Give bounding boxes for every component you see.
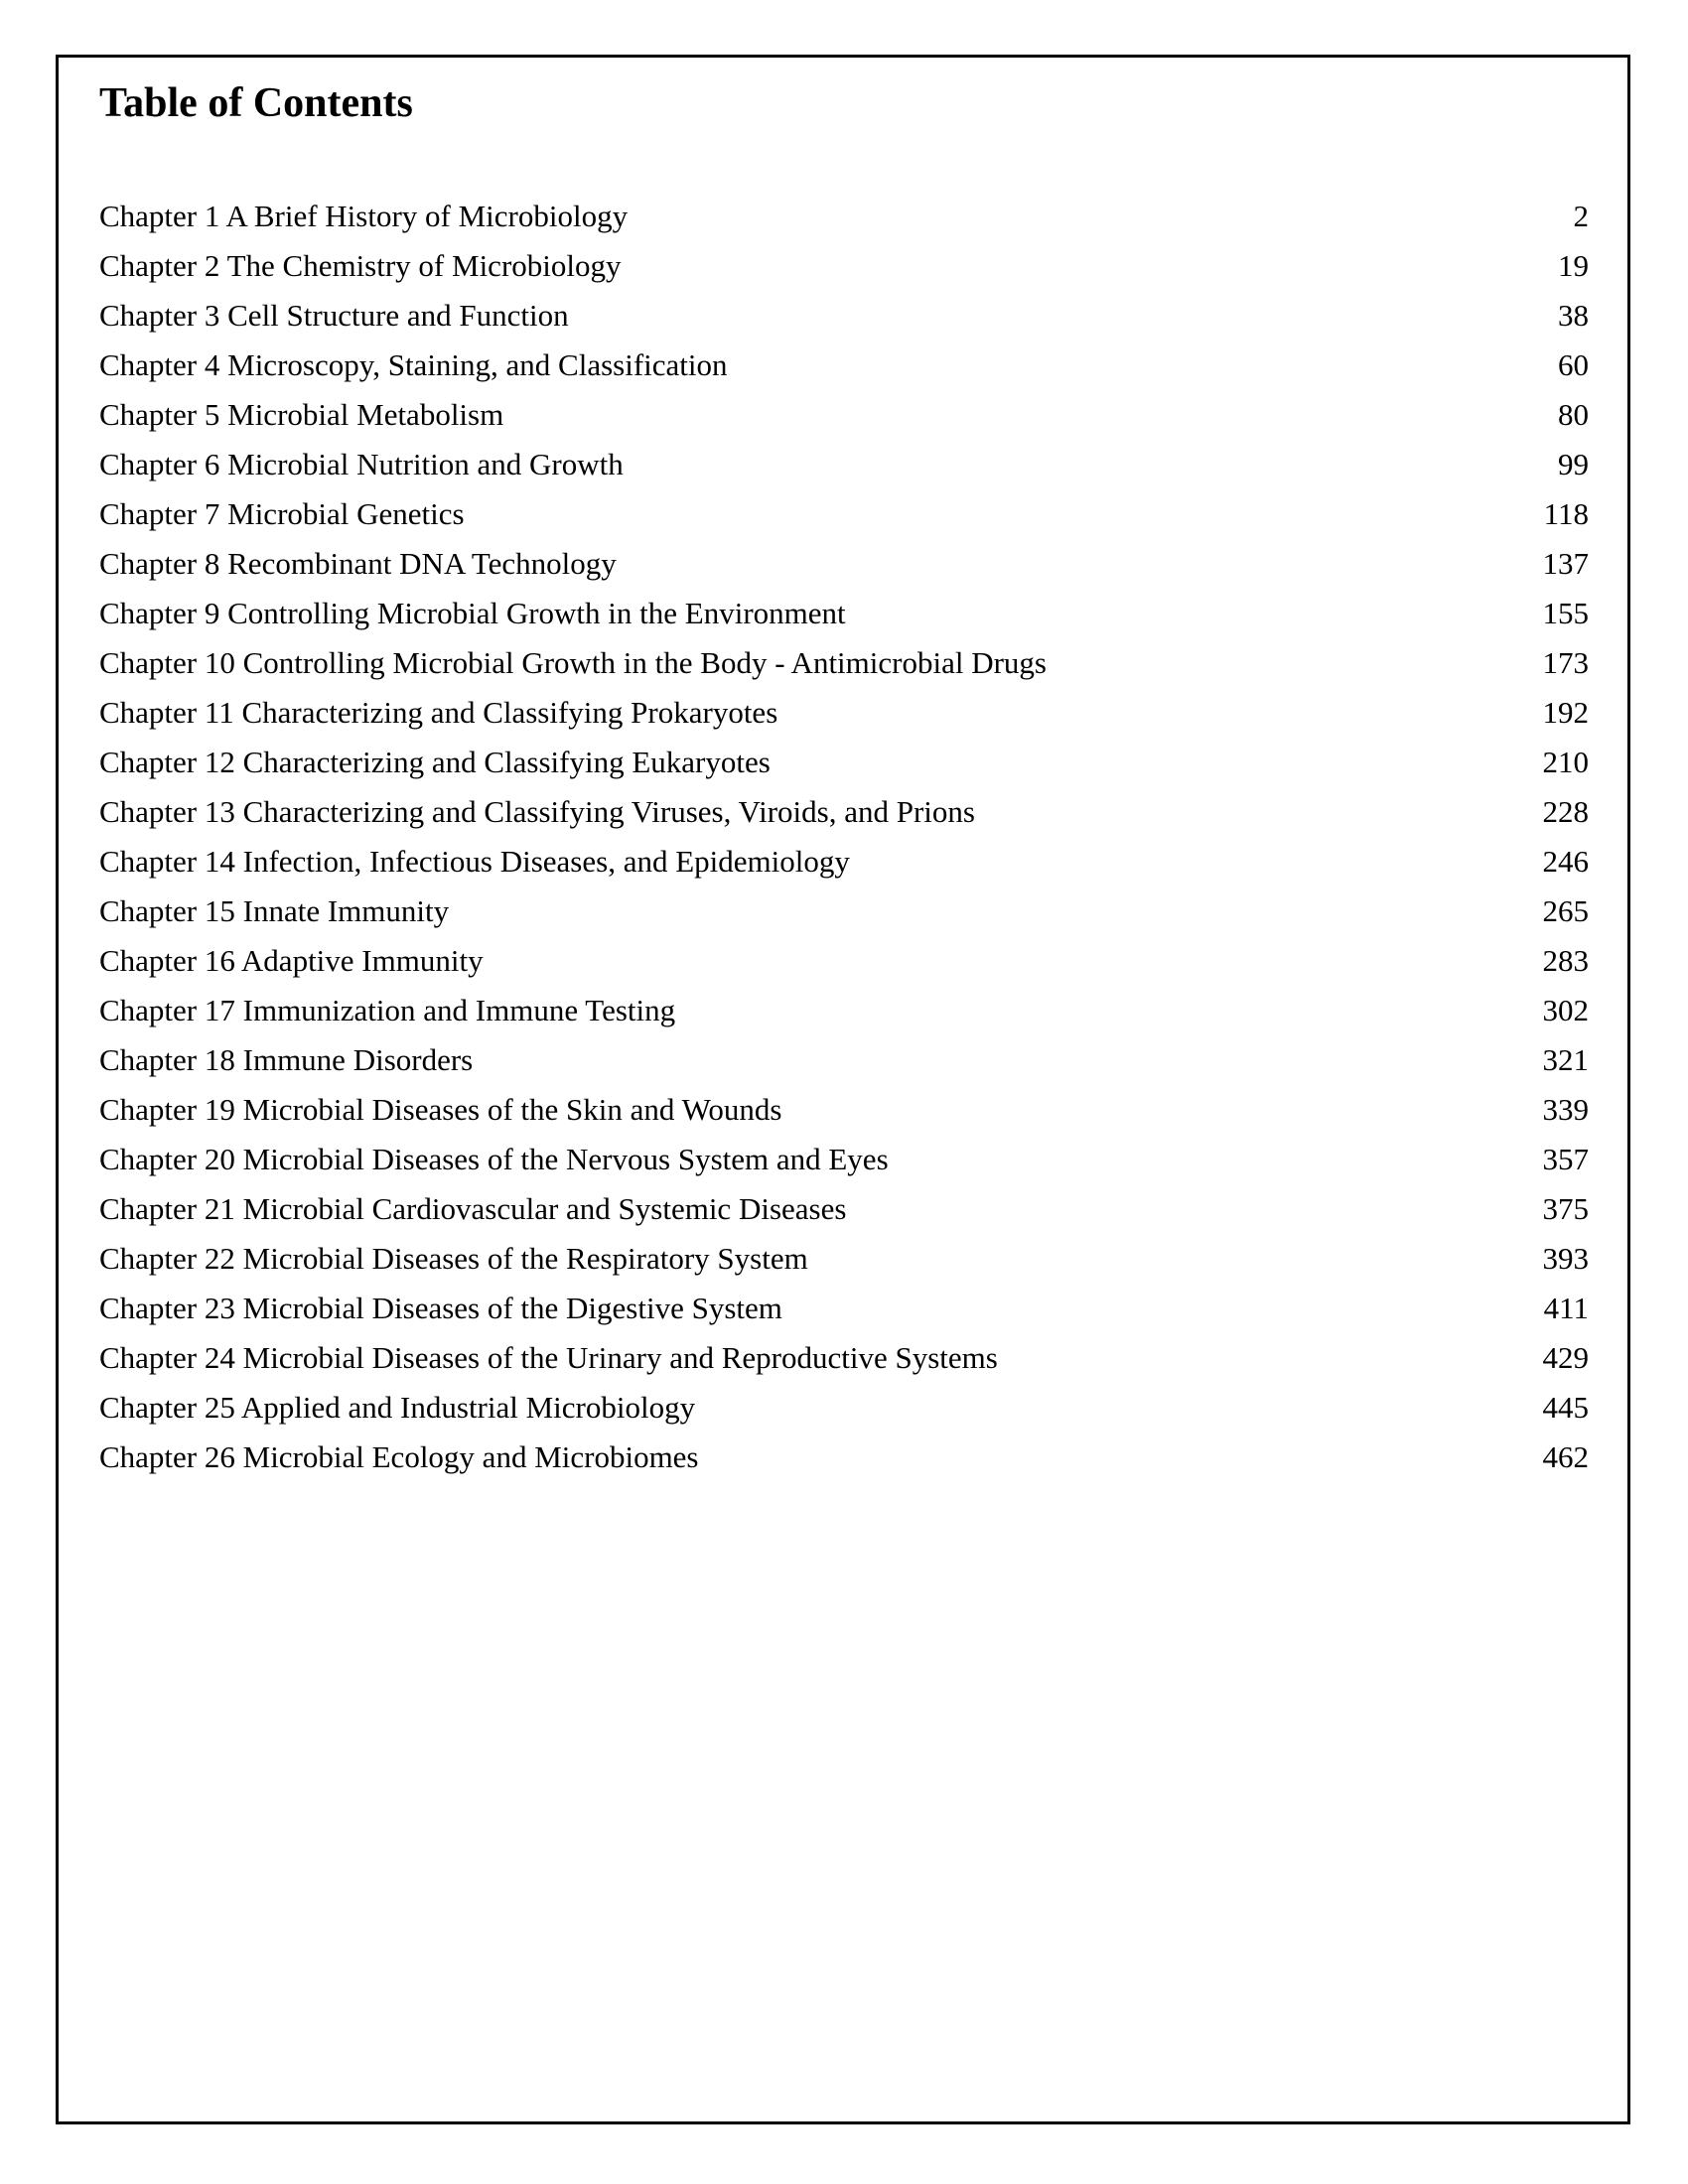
toc-entry[interactable] (99, 539, 1589, 589)
toc-list (99, 192, 1589, 1482)
toc-entry-title: Chapter 14 Infection, Infectious Diseases, and Epidemiology (99, 844, 850, 879)
toc-entry-page-number: 462 (1542, 1439, 1589, 1474)
toc-entry[interactable] (99, 1085, 1589, 1135)
toc-entry[interactable] (99, 291, 1589, 341)
toc-entry[interactable] (99, 638, 1589, 688)
toc-entry-page-number: 393 (1542, 1241, 1589, 1276)
toc-entry-page-number: 99 (1558, 447, 1589, 481)
toc-entry[interactable] (99, 688, 1589, 738)
toc-entry-title: Chapter 15 Innate Immunity (99, 893, 450, 928)
toc-entry[interactable] (99, 1184, 1589, 1234)
toc-entry-title: Chapter 12 Characterizing and Classifying Eukaryotes (99, 745, 771, 779)
toc-entry-page-number: 155 (1542, 596, 1589, 630)
toc-entry-title: Chapter 13 Characterizing and Classifying Viruses, Viroids, and Prions (99, 794, 975, 829)
page-title: Table of Contents (99, 80, 413, 126)
toc-entry-title: Chapter 11 Characterizing and Classifying Prokaryotes (99, 695, 778, 730)
toc-entry[interactable] (99, 1333, 1589, 1383)
toc-entry-title: Chapter 2 The Chemistry of Microbiology (99, 248, 622, 283)
toc-entry[interactable] (99, 1383, 1589, 1433)
toc-entry-page-number: 321 (1542, 1042, 1589, 1077)
toc-entry-title: Chapter 19 Microbial Diseases of the Skin and Wounds (99, 1092, 782, 1127)
toc-entry-page-number: 302 (1542, 993, 1589, 1027)
toc-entry[interactable] (99, 440, 1589, 489)
toc-entry-title: Chapter 22 Microbial Diseases of the Respiratory System (99, 1241, 808, 1276)
toc-entry-page-number: 246 (1542, 844, 1589, 879)
toc-entry-page-number: 2 (1573, 199, 1589, 233)
toc-entry[interactable] (99, 936, 1589, 986)
toc-entry[interactable] (99, 489, 1589, 539)
toc-entry[interactable] (99, 390, 1589, 440)
toc-entry[interactable] (99, 887, 1589, 936)
toc-entry[interactable] (99, 1433, 1589, 1482)
toc-entry[interactable] (99, 341, 1589, 390)
toc-entry[interactable] (99, 837, 1589, 887)
toc-entry-page-number: 375 (1542, 1191, 1589, 1226)
toc-entry[interactable] (99, 1135, 1589, 1184)
toc-entry-title: Chapter 5 Microbial Metabolism (99, 397, 504, 432)
toc-entry-title: Chapter 1 A Brief History of Microbiology (99, 199, 629, 233)
toc-entry-page-number: 445 (1542, 1390, 1589, 1425)
toc-entry-title: Chapter 3 Cell Structure and Function (99, 298, 569, 333)
toc-entry-title: Chapter 17 Immunization and Immune Testing (99, 993, 676, 1027)
toc-entry-title: Chapter 9 Controlling Microbial Growth in the Environment (99, 596, 846, 630)
toc-entry-page-number: 19 (1558, 248, 1589, 283)
toc-entry[interactable] (99, 1284, 1589, 1333)
toc-entry-title: Chapter 24 Microbial Diseases of the Urinary and Reproductive Systems (99, 1340, 998, 1375)
toc-entry-page-number: 118 (1543, 496, 1589, 531)
toc-entry-page-number: 265 (1542, 893, 1589, 928)
toc-entry-page-number: 80 (1558, 397, 1589, 432)
toc-entry-page-number: 60 (1558, 347, 1589, 382)
toc-entry-title: Chapter 26 Microbial Ecology and Microbiomes (99, 1439, 699, 1474)
toc-entry-title: Chapter 21 Microbial Cardiovascular and Systemic Diseases (99, 1191, 847, 1226)
toc-entry[interactable] (99, 787, 1589, 837)
toc-entry-page-number: 283 (1542, 943, 1589, 978)
toc-entry-page-number: 429 (1542, 1340, 1589, 1375)
toc-entry-title: Chapter 16 Adaptive Immunity (99, 943, 484, 978)
toc-entry-page-number: 173 (1542, 645, 1589, 680)
toc-entry-page-number: 357 (1542, 1142, 1589, 1176)
toc-entry-title: Chapter 4 Microscopy, Staining, and Classification (99, 347, 728, 382)
toc-entry-page-number: 228 (1542, 794, 1589, 829)
toc-entry[interactable] (99, 589, 1589, 638)
toc-entry-title: Chapter 10 Controlling Microbial Growth in the Body - Antimicrobial Drugs (99, 645, 1047, 680)
toc-entry[interactable] (99, 1035, 1589, 1085)
toc-entry-page-number: 38 (1558, 298, 1589, 333)
toc-entry-page-number: 192 (1542, 695, 1589, 730)
toc-entry-page-number: 411 (1543, 1291, 1589, 1325)
toc-entry-title: Chapter 20 Microbial Diseases of the Nervous System and Eyes (99, 1142, 889, 1176)
toc-entry-page-number: 137 (1542, 546, 1589, 581)
toc-entry[interactable] (99, 192, 1589, 241)
toc-entry[interactable] (99, 738, 1589, 787)
toc-entry[interactable] (99, 986, 1589, 1035)
toc-entry-page-number: 210 (1542, 745, 1589, 779)
toc-entry-title: Chapter 23 Microbial Diseases of the Digestive System (99, 1291, 782, 1325)
toc-entry[interactable] (99, 241, 1589, 291)
toc-entry-title: Chapter 8 Recombinant DNA Technology (99, 546, 617, 581)
toc-entry-title: Chapter 18 Immune Disorders (99, 1042, 474, 1077)
toc-entry-page-number: 339 (1542, 1092, 1589, 1127)
toc-entry[interactable] (99, 1234, 1589, 1284)
toc-entry-title: Chapter 6 Microbial Nutrition and Growth (99, 447, 624, 481)
toc-entry-title: Chapter 7 Microbial Genetics (99, 496, 465, 531)
toc-entry-title: Chapter 25 Applied and Industrial Microbiology (99, 1390, 696, 1425)
